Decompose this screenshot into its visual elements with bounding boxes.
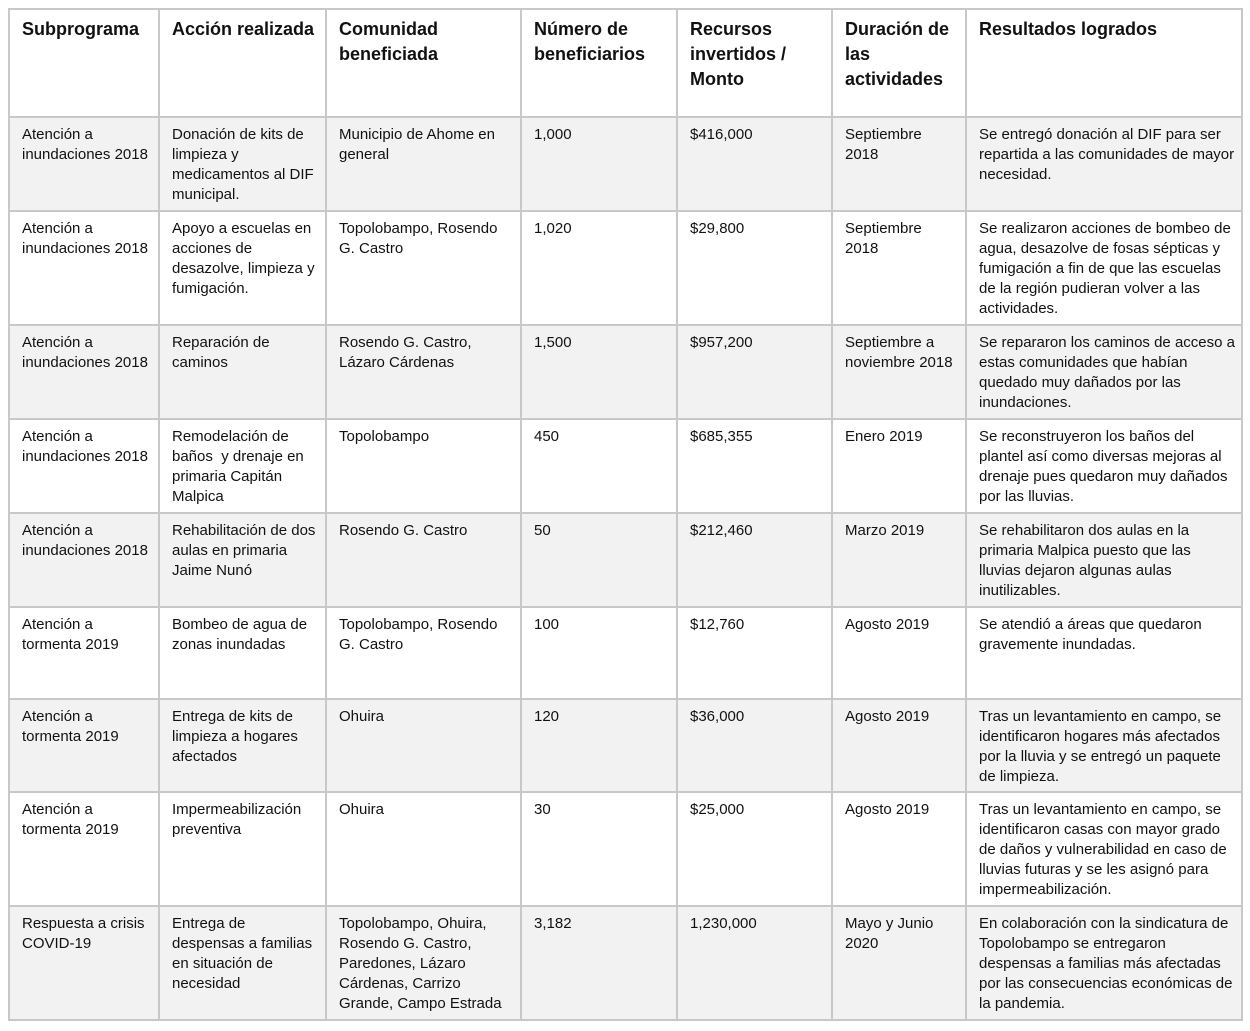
cell-comunidad: Ohuira [326, 699, 521, 792]
table-row [9, 906, 1242, 1020]
table-container [8, 8, 1243, 1021]
cell-comunidad: Topolobampo, Ohuira, Rosendo G. Castro, Paredones, Lázaro Cárdenas, Carrizo Grande, Campo Estrada [326, 906, 521, 1020]
cell-duracion: Septiembre 2018 [832, 117, 966, 211]
header-subprograma: Subprograma [9, 9, 159, 117]
cell-recursos: 1,230,000 [677, 906, 832, 1020]
cell-recursos: $685,355 [677, 419, 832, 513]
table-row [9, 419, 1242, 513]
cell-beneficiarios: 1,000 [521, 117, 677, 211]
cell-comunidad: Rosendo G. Castro, Lázaro Cárdenas [326, 325, 521, 419]
cell-comunidad: Topolobampo, Rosendo G. Castro [326, 607, 521, 699]
cell-recursos: $36,000 [677, 699, 832, 792]
cell-subprograma: Atención a inundaciones 2018 [9, 211, 159, 325]
cell-accion: Bombeo de agua de zonas inundadas [159, 607, 326, 699]
table-row [9, 607, 1242, 699]
cell-recursos: $957,200 [677, 325, 832, 419]
table-row [9, 792, 1242, 906]
header-accion: Acción realizada [159, 9, 326, 117]
cell-comunidad: Topolobampo, Rosendo G. Castro [326, 211, 521, 325]
header-recursos: Recursos invertidos / Monto [677, 9, 832, 117]
cell-resultados: Se atendió a áreas que quedaron gravemente inundadas. [966, 607, 1242, 699]
cell-beneficiarios: 50 [521, 513, 677, 607]
cell-duracion: Mayo y Junio 2020 [832, 906, 966, 1020]
header-duracion: Duración de las actividades [832, 9, 966, 117]
cell-resultados: Tras un levantamiento en campo, se identificaron casas con mayor grado de daños y vulnerabilidad en caso de lluvias futuras y se les asignó para impermeabilización. [966, 792, 1242, 906]
table-row [9, 699, 1242, 792]
table-row [9, 211, 1242, 325]
header-row [9, 9, 1242, 117]
cell-duracion: Septiembre 2018 [832, 211, 966, 325]
cell-beneficiarios: 30 [521, 792, 677, 906]
cell-accion: Apoyo a escuelas en acciones de desazolve, limpieza y fumigación. [159, 211, 326, 325]
cell-recursos: $29,800 [677, 211, 832, 325]
header-resultados: Resultados logrados [966, 9, 1242, 117]
cell-beneficiarios: 1,020 [521, 211, 677, 325]
cell-resultados: Se reconstruyeron los baños del plantel así como diversas mejoras al drenaje pues quedaron muy dañados por las lluvias. [966, 419, 1242, 513]
cell-duracion: Agosto 2019 [832, 792, 966, 906]
cell-resultados: Tras un levantamiento en campo, se identificaron hogares más afectados por la lluvia y se entregó un paquete de limpieza. [966, 699, 1242, 792]
table-row [9, 513, 1242, 607]
cell-accion: Rehabilitación de dos aulas en primaria Jaime Nunó [159, 513, 326, 607]
cell-beneficiarios: 3,182 [521, 906, 677, 1020]
table-row [9, 325, 1242, 419]
cell-accion: Entrega de kits de limpieza a hogares afectados [159, 699, 326, 792]
cell-resultados: Se entregó donación al DIF para ser repartida a las comunidades de mayor necesidad. [966, 117, 1242, 211]
cell-duracion: Septiembre a noviembre 2018 [832, 325, 966, 419]
cell-accion: Impermeabilización preventiva [159, 792, 326, 906]
cell-subprograma: Atención a tormenta 2019 [9, 699, 159, 792]
cell-subprograma: Atención a inundaciones 2018 [9, 325, 159, 419]
cell-accion: Reparación de caminos [159, 325, 326, 419]
header-beneficiarios: Número de beneficiarios [521, 9, 677, 117]
cell-subprograma: Atención a inundaciones 2018 [9, 513, 159, 607]
cell-comunidad: Topolobampo [326, 419, 521, 513]
cell-resultados: En colaboración con la sindicatura de Topolobampo se entregaron despensas a familias más afectadas por las consecuencias económicas de la pandemia. [966, 906, 1242, 1020]
table-header [9, 9, 1242, 117]
cell-duracion: Marzo 2019 [832, 513, 966, 607]
cell-resultados: Se realizaron acciones de bombeo de agua, desazolve de fosas sépticas y fumigación a fin de que las escuelas de la región pudieran volver a las actividades. [966, 211, 1242, 325]
cell-resultados: Se rehabilitaron dos aulas en la primaria Malpica puesto que las lluvias dejaron algunas aulas inutilizables. [966, 513, 1242, 607]
cell-beneficiarios: 120 [521, 699, 677, 792]
cell-beneficiarios: 100 [521, 607, 677, 699]
cell-beneficiarios: 1,500 [521, 325, 677, 419]
cell-accion: Remodelación de baños y drenaje en primaria Capitán Malpica [159, 419, 326, 513]
table-body [9, 117, 1242, 1020]
cell-subprograma: Atención a tormenta 2019 [9, 792, 159, 906]
cell-recursos: $25,000 [677, 792, 832, 906]
cell-accion: Entrega de despensas a familias en situación de necesidad [159, 906, 326, 1020]
activities-table [8, 8, 1243, 1021]
cell-duracion: Agosto 2019 [832, 699, 966, 792]
table-row [9, 117, 1242, 211]
cell-comunidad: Municipio de Ahome en general [326, 117, 521, 211]
cell-accion: Donación de kits de limpieza y medicamentos al DIF municipal. [159, 117, 326, 211]
cell-recursos: $212,460 [677, 513, 832, 607]
cell-beneficiarios: 450 [521, 419, 677, 513]
cell-comunidad: Ohuira [326, 792, 521, 906]
header-comunidad: Comunidad beneficiada [326, 9, 521, 117]
cell-resultados: Se repararon los caminos de acceso a estas comunidades que habían quedado muy dañados por las inundaciones. [966, 325, 1242, 419]
cell-recursos: $416,000 [677, 117, 832, 211]
cell-duracion: Enero 2019 [832, 419, 966, 513]
cell-comunidad: Rosendo G. Castro [326, 513, 521, 607]
cell-recursos: $12,760 [677, 607, 832, 699]
cell-duracion: Agosto 2019 [832, 607, 966, 699]
cell-subprograma: Atención a inundaciones 2018 [9, 117, 159, 211]
cell-subprograma: Atención a inundaciones 2018 [9, 419, 159, 513]
cell-subprograma: Atención a tormenta 2019 [9, 607, 159, 699]
cell-subprograma: Respuesta a crisis COVID-19 [9, 906, 159, 1020]
